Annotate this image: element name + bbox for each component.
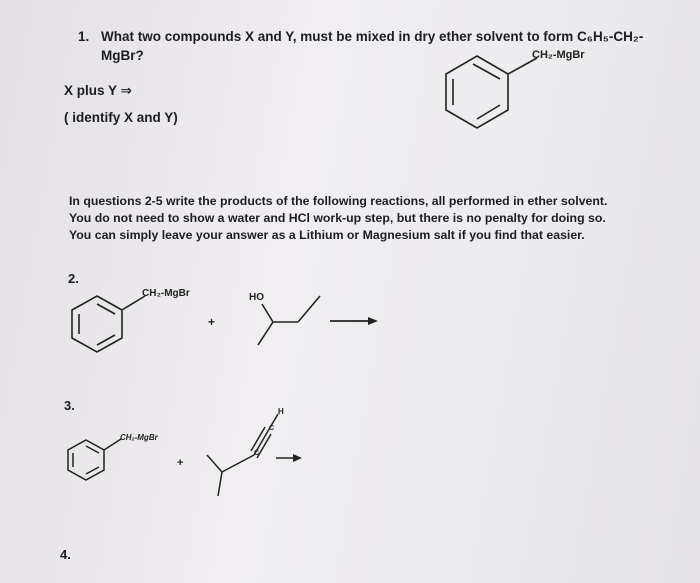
instructions-line1: In questions 2-5 write the products of the following reactions, all performed in ether solvent.	[69, 194, 608, 208]
q2-alcohol-structure	[258, 296, 320, 345]
q3-number: 3.	[64, 398, 75, 413]
q2-reagent-label: CH₂-MgBr	[142, 288, 190, 299]
q1-benzyl-magnesium-bromide-structure	[446, 56, 537, 128]
q1-question-line2: MgBr?	[101, 48, 144, 63]
q1-identify-prompt: ( identify X and Y)	[64, 110, 178, 125]
q3-reaction-arrow	[276, 454, 302, 462]
q3-reagent-label: CH₂-MgBr	[120, 433, 158, 442]
q3-alkyne-c1-label: C	[269, 425, 275, 432]
q2-number: 2.	[68, 271, 79, 286]
q1-structure-label: CH₂-MgBr	[532, 49, 585, 61]
q2-hydroxyl-label: HO	[249, 292, 264, 303]
q1-x-plus-y: X plus Y ⇒	[64, 83, 132, 98]
q2-benzyl-magnesium-bromide-structure	[72, 296, 145, 352]
q2-plus-sign: +	[208, 315, 216, 329]
q4-number: 4.	[60, 547, 71, 562]
q2-reaction-arrow	[330, 317, 378, 325]
q3-alkyne-h-label: H	[278, 407, 284, 416]
q3-plus-sign: +	[177, 457, 184, 469]
q3-benzyl-magnesium-bromide-structure	[68, 439, 121, 480]
q3-alkyne-c2-label: C	[254, 450, 260, 457]
q3-alkyne-structure	[207, 414, 278, 496]
instructions-line2: You do not need to show a water and HCl work-up step, but there is no penalty for doing so.	[69, 211, 606, 225]
q1-question-line1: What two compounds X and Y, must be mixed in dry ether solvent to form C₆H₅-CH₂-	[101, 29, 644, 44]
instructions-line3: You can simply leave your answer as a Lithium or Magnesium salt if you find that easier.	[69, 228, 585, 242]
q1-number: 1.	[78, 29, 90, 44]
